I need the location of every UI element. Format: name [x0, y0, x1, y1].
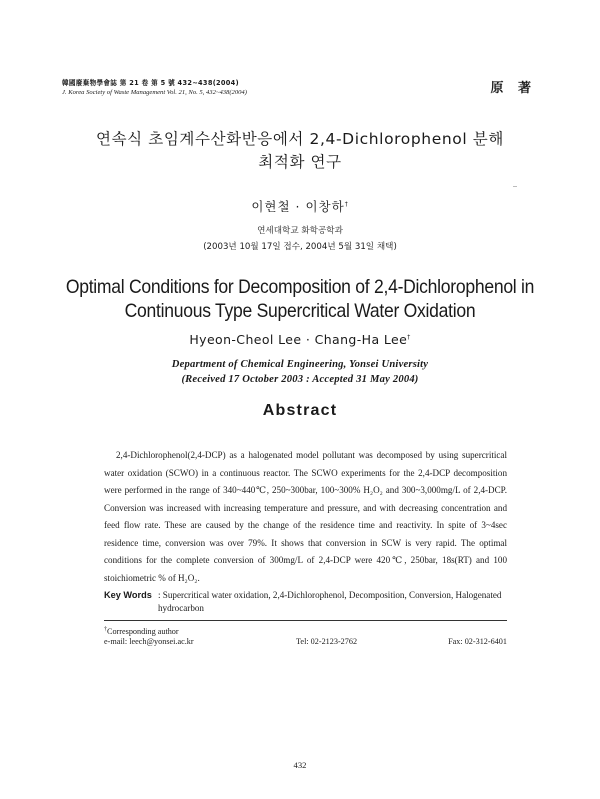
korean-author-names: 이현철 · 이창하: [251, 199, 345, 214]
corresponding-author-label: Corresponding author: [107, 627, 179, 636]
keywords-text: : Supercritical water oxidation, 2,4-Dichlorophenol, Decomposition, Conversion, Halogenated hydrocarbon: [158, 590, 502, 613]
corresponding-author-note: [104, 626, 179, 637]
korean-title-line-1: 연속식 초임계수산화반응에서 2,4-Dichlorophenol 분해: [96, 130, 504, 148]
contact-tel: Tel: 02-2123-2762: [296, 637, 358, 646]
contact-email: e-mail: leech@yonsei.ac.kr: [104, 637, 194, 646]
journal-citation-korean: 韓國廢棄物學會誌 第 21 卷 第 5 號 432~438(2004): [62, 79, 239, 87]
keywords-section: [104, 589, 507, 614]
korean-dates: (2003년 10월 17일 접수, 2004년 5월 31일 채택): [203, 242, 397, 252]
abstract-heading: Abstract: [262, 402, 338, 419]
english-title-line-2: Continuous Type Supercritical Water Oxidation: [124, 300, 476, 322]
footnote-divider: [104, 620, 507, 621]
korean-authors: [0, 197, 600, 215]
scan-mark: [513, 186, 517, 187]
corresponding-dagger-english: †: [407, 333, 411, 341]
contact-fax: Fax: 02-312-6401: [448, 637, 507, 646]
corresponding-dagger-korean: †: [344, 200, 349, 208]
korean-affiliation: 연세대학교 화학공학과: [257, 226, 343, 236]
english-authors: [0, 332, 600, 347]
page-number: 432: [293, 760, 307, 770]
journal-header: [62, 78, 402, 98]
journal-citation-english: J. Korea Society of Waste Management Vol. 21, No. 5, 432~438(2004): [62, 89, 247, 96]
english-affiliation: Department of Chemical Engineering, Yonsei University: [171, 359, 429, 370]
english-title-line-1: Optimal Conditions for Decomposition of 2,4-Dichlorophenol in: [65, 276, 535, 298]
abstract-text: 2,4-Dichlorophenol(2,4-DCP) as a halogenated model pollutant was decomposed by using supercritical water oxidation (SCWO) in a continuous reactor. The SCWO experiments for the 2,4-DCP decomposition were performed in the range of 340~440℃, 250~300bar, 100~300% H₂O₂ and 300~3,000mg/L of 2,4-DCP. Conversion was increased with increasing temperature and pressure, and with decreasing concentration and feed flow rate. These are caused by the change of the residence time and reactivity. In spite of 3~4sec residence time, conversion was over 79%. It shows that conversion in SCW is very rapid. The optimal conditions for the complete conversion of 300mg/L of 2,4-DCP were 420℃, 250bar, 18s(RT) and 100 stoichiometric % of H₂O₂.: [104, 450, 507, 583]
article-type-label: 原 著: [490, 81, 536, 96]
english-author-names: Hyeon-Cheol Lee · Chang-Ha Lee: [189, 332, 408, 347]
korean-title-line-2: 최적화 연구: [258, 153, 342, 171]
english-title: [30, 275, 570, 323]
korean-title: [0, 128, 600, 174]
english-affiliation-block: [0, 357, 600, 387]
corresponding-dagger-footnote: †: [104, 626, 107, 633]
english-dates: (Received 17 October 2003 : Accepted 31 May 2004): [181, 374, 419, 385]
keywords-label: Key Words: [104, 590, 152, 600]
